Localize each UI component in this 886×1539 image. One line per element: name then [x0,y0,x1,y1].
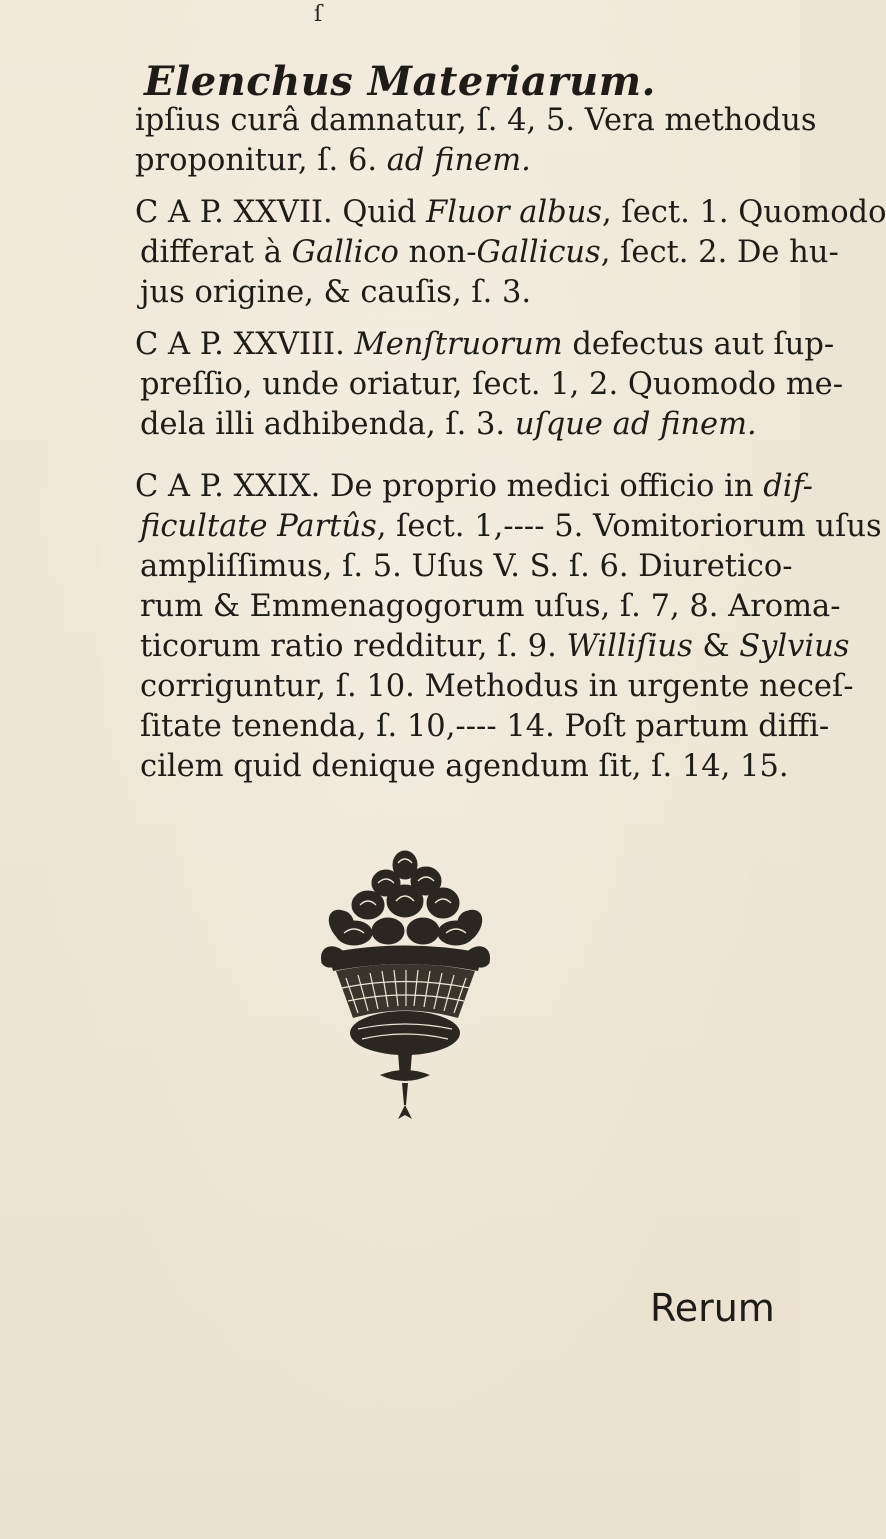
text-run: ticorum ratio redditur, ſ. 9. [140,629,567,664]
flower [427,888,459,918]
text-run: & [692,629,740,664]
text-line: rum & Emmenagogorum uſus, ſ. 7, 8. Aroma- [140,589,841,624]
entry-intro [135,101,817,181]
text-line [135,467,813,507]
text-run: C A P. XXIX. De proprio medici officio in [135,469,764,504]
text-run: , ſect. 2. De hu- [600,235,839,270]
text-line: ampliſſimus, ſ. 5. Uſus V. S. ſ. 6. Diuretico- [140,549,793,584]
flower [387,885,423,917]
text-run: defectus aut ſup- [562,327,835,362]
catchword: Rerum [650,1286,775,1330]
text-run: proponitur, ſ. 6. [135,143,387,178]
text-run-italic: dif- [763,469,813,504]
text-run: , ſect. 1,---- 5. Vomitoriorum uſus [376,509,882,544]
text-run-italic: Gallico [291,235,399,270]
text-line [135,627,850,667]
flower [407,918,439,944]
text-run: C A P. XXVIII. [135,327,355,362]
text-run: non- [398,235,477,270]
text-run-italic: Williſius [566,629,693,664]
text-run-italic: Sylvius [739,629,850,664]
text-run-italic: ficultate Partûs [140,509,377,544]
text-line [135,325,835,365]
text-line [135,233,839,273]
entry-cap-28 [135,325,844,445]
text-run-italic: uſque ad finem. [514,407,757,442]
text-run: C A P. XXVII. Quid [135,195,427,230]
text-run: dela illi adhibenda, ſ. 3. [140,407,515,442]
flower [352,891,384,919]
basket-bowl [350,1011,460,1055]
running-head: Elenchus Materiarum. [144,58,656,105]
text-line: preſſio, unde oriatur, ſect. 1, 2. Quomodo me- [140,367,844,402]
signature-mark: ſ [314,2,323,27]
flower [438,921,474,945]
text-line [135,141,775,181]
entry-cap-27 [135,193,886,313]
text-line [135,507,882,547]
flower [372,918,404,944]
flower [336,921,372,945]
text-line [135,193,886,233]
text-run-italic: Fluor albus [426,195,603,230]
text-run: , ſect. 1. Quomodo [602,195,886,230]
text-line: ſitate tenenda, ſ. 10,---- 14. Poſt partum diffi- [140,709,830,744]
text-run-italic: Menſtruorum [354,327,563,362]
text-line: ipſius curâ damnatur, ſ. 4, 5. Vera methodus [135,103,817,138]
basket-foot [380,1070,430,1081]
text-line [135,405,775,445]
text-run-italic: Gallicus [476,235,601,270]
text-line: corriguntur, ſ. 10. Methodus in urgente neceſ- [140,669,854,704]
text-line: cilem quid denique agendum ſit, ſ. 14, 15. [140,749,789,784]
flower-basket-ornament [318,843,493,1133]
entry-cap-29 [135,467,882,787]
text-line: jus origine, & cauſis, ſ. 3. [140,275,532,310]
text-run: differat à [140,235,292,270]
text-run-italic: ad finem. [386,143,531,178]
